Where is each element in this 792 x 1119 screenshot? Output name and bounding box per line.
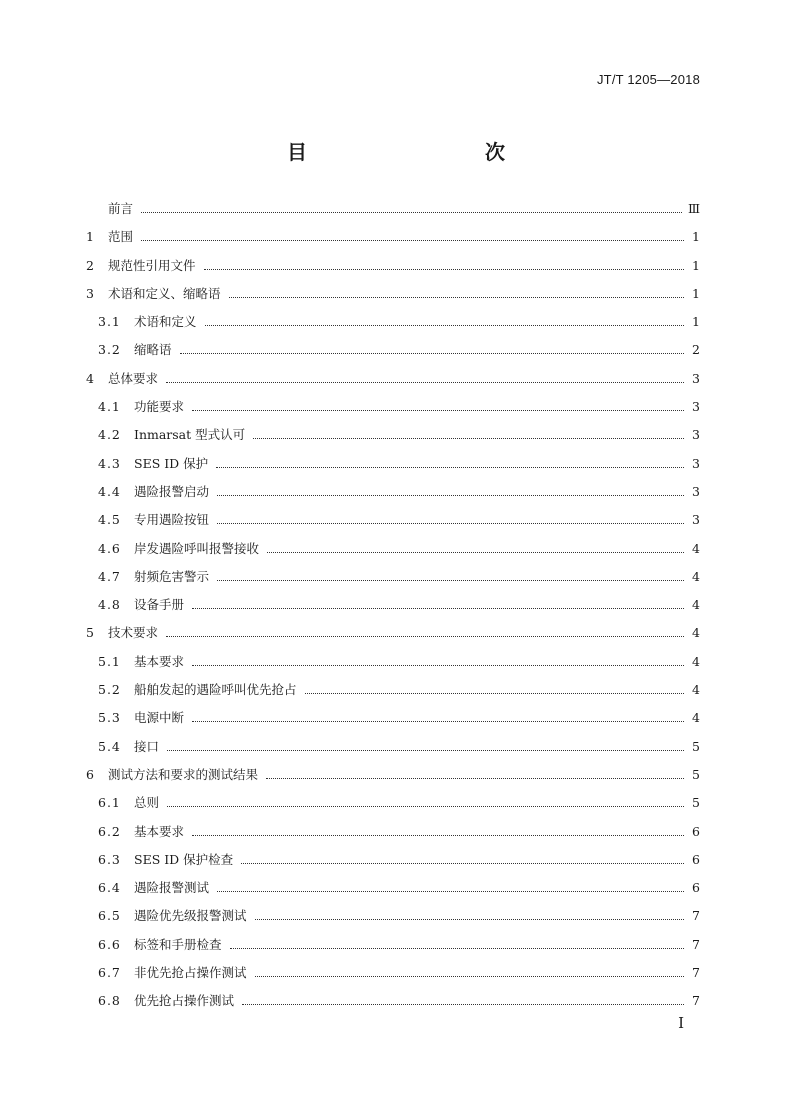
toc-dot-leader [229,296,684,298]
toc-entry[interactable] [86,963,700,991]
toc-entry-page: 3 [692,399,700,415]
toc-entry[interactable] [86,284,700,312]
toc-dot-leader [217,494,684,496]
toc-entry-number: 4.7 [98,568,121,584]
toc-dot-leader [192,834,684,836]
toc-entry-number: 4.5 [98,512,121,528]
toc-entry-title: 优先抢占操作测试 [134,993,235,1009]
toc-dot-leader [192,409,684,411]
toc-entry-number: 4.3 [98,455,121,471]
toc-dot-leader [217,579,684,581]
toc-entry-title: 电源中断 [134,710,185,726]
toc-dot-leader [141,211,682,213]
toc-entry-page: 7 [692,965,700,981]
toc-entry-page: 3 [692,370,700,386]
toc-entry[interactable] [86,199,700,227]
toc-entry-title: 标签和手册检查 [134,936,222,952]
toc-entry-page: 4 [692,653,700,669]
toc-entry-title: 规范性引用文件 [108,257,196,273]
toc-entry-page: 2 [692,342,700,358]
toc-entry-number: 4.1 [98,399,121,415]
toc-entry[interactable] [86,737,700,765]
toc-dot-leader [216,466,684,468]
toc-dot-leader [192,607,684,609]
toc-entry-title: 功能要求 [134,399,185,415]
toc-entry-page: 1 [692,229,700,245]
toc-entry-number: 1 [86,229,94,245]
toc-entry-page: 4 [692,568,700,584]
toc-entry-title: 遇险报警启动 [134,483,210,499]
toc-dot-leader [167,805,684,807]
toc-entry[interactable] [86,935,700,963]
page-number: I [678,1014,684,1032]
toc-entry-title: SES ID 保护 [134,455,209,471]
toc-entry[interactable] [86,425,700,453]
toc-entry-number: 5.2 [98,682,121,698]
toc-entry[interactable] [86,567,700,595]
toc-entry[interactable] [86,510,700,538]
toc-entry[interactable] [86,454,700,482]
toc-entry-title: 基本要求 [134,823,185,839]
toc-entry[interactable] [86,680,700,708]
toc-entry-title: 范围 [108,229,134,245]
toc-dot-leader [255,918,684,920]
toc-entry-number: 6.6 [98,936,121,952]
toc-entry-page: 1 [692,257,700,273]
toc-entry[interactable] [86,312,700,340]
toc-dot-leader [242,1003,684,1005]
toc-entry-title: 岸发遇险呼叫报警接收 [134,540,260,556]
toc-entry-number: 6.4 [98,880,121,896]
toc-entry[interactable] [86,482,700,510]
toc-entry[interactable] [86,595,700,623]
toc-entry[interactable] [86,793,700,821]
toc-entry-page: 4 [692,540,700,556]
toc-entry-number: 6.2 [98,823,121,839]
toc-dot-leader [255,975,684,977]
toc-entry-number: 6.3 [98,851,121,867]
toc-dot-leader [205,324,684,326]
toc-dot-leader [180,352,684,354]
toc-entry-number: 6.8 [98,993,121,1009]
toc-entry-number: 6.5 [98,908,121,924]
toc-entry[interactable] [86,397,700,425]
toc-entry-page: 6 [692,880,700,896]
toc-entry-title: 术语和定义 [134,314,197,330]
toc-entry-page: 4 [692,682,700,698]
toc-entry-page: 1 [692,314,700,330]
toc-entry-page: 3 [692,455,700,471]
toc-entry-page: 6 [692,823,700,839]
toc-entry-number: 4.8 [98,597,121,613]
toc-entry-number: 6.1 [98,795,121,811]
toc-dot-leader [305,692,684,694]
toc-entry[interactable] [86,906,700,934]
toc-entry-title: 船舶发起的遇险呼叫优先抢占 [134,682,297,698]
toc-entry-page: Ⅲ [687,201,700,216]
toc-entry-title: 基本要求 [134,653,185,669]
toc-entry-page: 1 [692,285,700,301]
document-code: JT/T 1205—2018 [596,72,700,87]
toc-entry-number: 4 [86,370,94,386]
toc-dot-leader [241,862,684,864]
toc-entry-page: 7 [692,993,700,1009]
toc-entry-page: 3 [692,483,700,499]
toc-entry-number: 3 [86,285,94,301]
toc-entry[interactable] [86,991,700,1019]
toc-entry-title: 专用遇险按钮 [134,512,210,528]
toc-dot-leader [267,551,684,553]
toc-dot-leader [204,268,684,270]
toc-entry-title: 缩略语 [134,342,172,358]
toc-entry[interactable] [86,850,700,878]
toc-dot-leader [141,239,684,241]
toc-entry-page: 5 [692,795,700,811]
toc-entry[interactable] [86,708,700,736]
toc-entry-number: 5.1 [98,653,121,669]
toc-entry-title: 遇险优先级报警测试 [134,908,247,924]
toc-entry-number: 2 [86,257,94,273]
toc-entry[interactable] [86,369,700,397]
toc-dot-leader [230,947,684,949]
toc-entry[interactable] [86,227,700,255]
toc-entry[interactable] [86,539,700,567]
toc-entry-title: 技术要求 [108,625,159,641]
toc-entry-title: 接口 [134,738,160,754]
toc-dot-leader [166,381,684,383]
toc-entry-number: 6.7 [98,965,121,981]
toc-dot-leader [166,635,684,637]
toc-entry-number: 4.4 [98,483,121,499]
toc-entry-page: 5 [692,766,700,782]
toc-entry-number: 4.6 [98,540,121,556]
table-of-contents [86,199,700,1020]
toc-entry-number: 5.4 [98,738,121,754]
toc-entry-number: 3.2 [98,342,121,358]
toc-entry-page: 4 [692,625,700,641]
toc-entry-page: 5 [692,738,700,754]
toc-dot-leader [253,437,684,439]
toc-entry-title: 遇险报警测试 [134,880,210,896]
toc-entry-title: 前言 [108,201,134,216]
toc-entry-number: 5 [86,625,94,641]
toc-entry[interactable] [86,822,700,850]
toc-entry[interactable] [86,878,700,906]
toc-entry-number: 6 [86,766,94,782]
toc-entry-title: 总则 [134,795,160,811]
toc-entry[interactable] [86,652,700,680]
toc-dot-leader [217,522,684,524]
toc-entry-title: 设备手册 [134,597,185,613]
toc-dot-leader [192,664,684,666]
toc-entry-page: 4 [692,710,700,726]
toc-dot-leader [167,749,684,751]
toc-entry-title: 非优先抢占操作测试 [134,965,247,981]
toc-entry-title: 术语和定义、缩略语 [108,285,221,301]
toc-entry-page: 7 [692,908,700,924]
toc-entry[interactable] [86,765,700,793]
page-title: 目 次 [287,140,551,164]
toc-entry-title: 测试方法和要求的测试结果 [108,766,259,782]
toc-entry[interactable] [86,340,700,368]
toc-entry-number: 4.2 [98,427,121,443]
toc-entry-title: 总体要求 [108,370,159,386]
toc-entry-title: Inmarsat 型式认可 [134,427,246,443]
toc-dot-leader [217,890,684,892]
toc-entry-page: 3 [692,512,700,528]
toc-entry[interactable] [86,623,700,651]
toc-entry-number: 5.3 [98,710,121,726]
toc-entry[interactable] [86,256,700,284]
toc-entry-number: 3.1 [98,314,121,330]
toc-entry-title: 射频危害警示 [134,568,210,584]
toc-entry-title: SES ID 保护检查 [134,851,234,867]
toc-entry-page: 4 [692,597,700,613]
toc-entry-page: 3 [692,427,700,443]
toc-dot-leader [192,720,684,722]
toc-entry-page: 7 [692,936,700,952]
toc-entry-page: 6 [692,851,700,867]
toc-dot-leader [266,777,684,779]
